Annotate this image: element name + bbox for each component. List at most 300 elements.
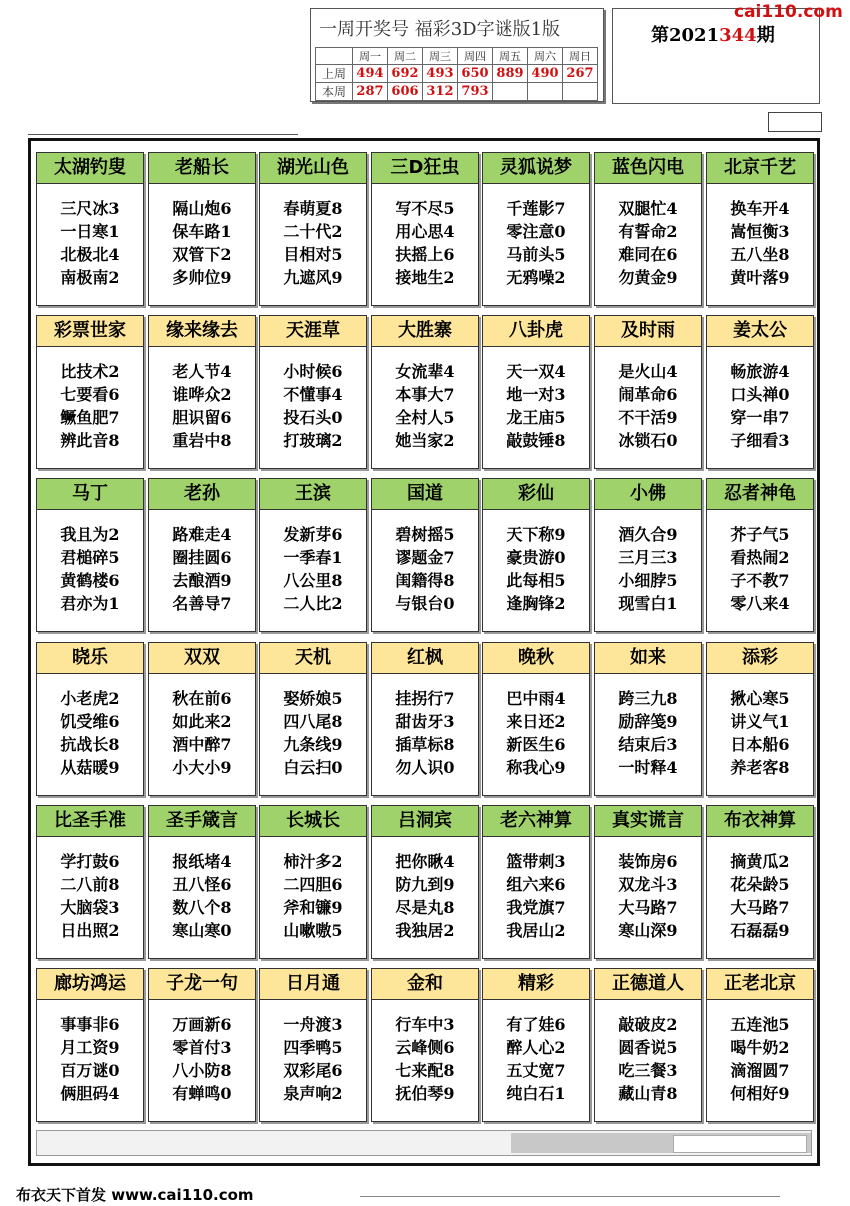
card-title: 日月通: [260, 969, 366, 1000]
riddle-card: [706, 968, 814, 1122]
riddle-card: [259, 968, 367, 1122]
day-header: 周一: [353, 48, 388, 65]
riddle-line: 小大小9: [172, 758, 232, 777]
riddle-line: 女流辈4: [395, 362, 455, 381]
riddle-line: 如此来2: [172, 712, 232, 731]
riddle-line: 敲鼓锤8: [506, 431, 566, 450]
card-title: 精彩: [483, 969, 589, 1000]
riddle-line: 喝牛奶2: [730, 1038, 790, 1057]
riddle-line: 二四胆6: [283, 875, 343, 894]
riddle-card: [259, 478, 367, 632]
riddle-line: 励辞笺9: [618, 712, 678, 731]
card-title: 老孙: [149, 479, 255, 510]
riddle-line: 一时释4: [618, 758, 678, 777]
card-title: 正德道人: [595, 969, 701, 1000]
riddle-line: 五连池5: [730, 1015, 790, 1034]
riddle-line: 吃三餐3: [618, 1061, 678, 1080]
riddle-line: 有了娃6: [506, 1015, 566, 1034]
riddle-line: 圈挂圆6: [172, 548, 232, 567]
card-body: [372, 184, 478, 289]
riddle-line: 尽是丸8: [395, 898, 455, 917]
riddle-line: 云峰侧6: [395, 1038, 455, 1057]
card-title: 廊坊鸿运: [37, 969, 143, 1000]
card-title: 比圣手准: [37, 806, 143, 837]
riddle-line: 地一对3: [506, 385, 566, 404]
card-title: 晚秋: [483, 643, 589, 674]
riddle-line: 结束后3: [618, 735, 678, 754]
riddle-line: 装饰房6: [618, 852, 678, 871]
riddle-card: [371, 642, 479, 796]
day-header: 周日: [563, 48, 598, 65]
card-title: 太湖钓叟: [37, 153, 143, 184]
card-title: 添彩: [707, 643, 813, 674]
day-header: 周三: [423, 48, 458, 65]
riddle-line: 口头禅0: [730, 385, 790, 404]
weekly-draw-table: [315, 47, 598, 101]
riddle-line: 泉声响2: [283, 1084, 343, 1103]
riddle-card: [706, 642, 814, 796]
card-title: 天机: [260, 643, 366, 674]
issue-number: [651, 21, 775, 47]
draw-value: 793: [458, 83, 493, 101]
card-body: [260, 1000, 366, 1105]
riddle-card: [259, 642, 367, 796]
riddle-line: 讲义气1: [730, 712, 790, 731]
card-title: 姜太公: [707, 316, 813, 347]
card-body: [37, 674, 143, 779]
riddle-line: 不懂事4: [283, 385, 343, 404]
card-title: 及时雨: [595, 316, 701, 347]
card-title: 王滨: [260, 479, 366, 510]
card-body: [149, 1000, 255, 1105]
riddle-line: 小老虎2: [60, 689, 120, 708]
riddle-card: [36, 805, 144, 959]
card-title: 真实谎言: [595, 806, 701, 837]
riddle-line: 现雪白1: [618, 594, 678, 613]
riddle-line: 天一双4: [506, 362, 566, 381]
card-body: [372, 1000, 478, 1105]
riddle-line: 敲破皮2: [618, 1015, 678, 1034]
day-header-row: [316, 48, 598, 65]
card-body: [707, 837, 813, 942]
riddle-card: [259, 805, 367, 959]
riddle-card: [259, 152, 367, 306]
card-body: [595, 674, 701, 779]
card-title: 小佛: [595, 479, 701, 510]
riddle-line: 俩胆码4: [60, 1084, 120, 1103]
riddle-line: 谁哗众2: [172, 385, 232, 404]
riddle-line: 七来配8: [395, 1061, 455, 1080]
riddle-line: 多帅位9: [172, 268, 232, 287]
decorative-box: [768, 112, 822, 132]
card-title: 北京千艺: [707, 153, 813, 184]
riddle-card: [36, 315, 144, 469]
site-logo: cai110.com: [734, 2, 843, 22]
draw-value: 312: [423, 83, 458, 101]
riddle-line: 斧和镰9: [283, 898, 343, 917]
riddle-line: 本事大7: [395, 385, 455, 404]
riddle-card: [371, 315, 479, 469]
bottom-bar: [36, 1130, 812, 1156]
riddle-line: 全村人5: [395, 408, 455, 427]
weekly-draw-panel: [310, 8, 604, 102]
riddle-line: 花朵龄5: [730, 875, 790, 894]
riddle-line: 投石头0: [283, 408, 343, 427]
card-title: 缘来缘去: [149, 316, 255, 347]
riddle-line: 君槌碎5: [60, 548, 120, 567]
card-title: 金和: [372, 969, 478, 1000]
riddle-card: [594, 642, 702, 796]
riddle-line: 三尺冰3: [60, 199, 120, 218]
riddle-card: [482, 805, 590, 959]
day-header: 周六: [528, 48, 563, 65]
riddle-line: 鳜鱼肥7: [60, 408, 120, 427]
card-body: [483, 184, 589, 289]
riddle-card: [148, 152, 256, 306]
riddle-line: 巴中雨4: [506, 689, 566, 708]
riddle-line: 八小防8: [172, 1061, 232, 1080]
riddle-line: 子不教7: [730, 571, 790, 590]
riddle-line: 称我心9: [506, 758, 566, 777]
riddle-line: 穿一串7: [730, 408, 790, 427]
riddle-line: 来日还2: [506, 712, 566, 731]
this-week-row: [316, 83, 598, 101]
riddle-line: 醉人心2: [506, 1038, 566, 1057]
card-body: [37, 1000, 143, 1105]
riddle-line: 看热闹2: [730, 548, 790, 567]
draw-value: 889: [493, 65, 528, 83]
riddle-line: 谬题金7: [395, 548, 455, 567]
riddle-line: 无鸦噪2: [506, 268, 566, 287]
riddle-line: 石磊磊9: [730, 921, 790, 940]
card-body: [707, 184, 813, 289]
card-body: [595, 347, 701, 452]
riddle-line: 从菇暖9: [60, 758, 120, 777]
riddle-line: 甜齿牙3: [395, 712, 455, 731]
riddle-line: 酒久合9: [618, 525, 678, 544]
draw-value: 692: [388, 65, 423, 83]
riddle-line: 我且为2: [60, 525, 120, 544]
card-body: [260, 510, 366, 615]
riddle-line: 寒山寒0: [172, 921, 232, 940]
card-title: 灵狐说梦: [483, 153, 589, 184]
riddle-line: 发新芽6: [283, 525, 343, 544]
riddle-line: 南极南2: [60, 268, 120, 287]
card-title: 双双: [149, 643, 255, 674]
riddle-line: 天下称9: [506, 525, 566, 544]
card-title: 彩仙: [483, 479, 589, 510]
card-title: 蓝色闪电: [595, 153, 701, 184]
riddle-line: 闹革命6: [618, 385, 678, 404]
riddle-line: 有蝉鸣0: [172, 1084, 232, 1103]
day-header: 周四: [458, 48, 493, 65]
card-body: [595, 184, 701, 289]
riddle-line: 春萌夏8: [283, 199, 343, 218]
riddle-line: 不干活9: [618, 408, 678, 427]
riddle-line: 四八尾8: [283, 712, 343, 731]
card-title: 国道: [372, 479, 478, 510]
riddle-line: 接地生2: [395, 268, 455, 287]
riddle-line: 芥子气5: [730, 525, 790, 544]
card-title: 老六神算: [483, 806, 589, 837]
riddle-line: 纯白石1: [506, 1084, 566, 1103]
riddle-line: 黄叶落9: [730, 268, 790, 287]
card-body: [372, 837, 478, 942]
riddle-line: 碧树摇5: [395, 525, 455, 544]
riddle-card: [706, 478, 814, 632]
card-title: 长城长: [260, 806, 366, 837]
riddle-line: 四季鸭5: [283, 1038, 343, 1057]
card-body: [707, 510, 813, 615]
riddle-line: 万画新6: [172, 1015, 232, 1034]
issue-number-value: 344: [719, 25, 757, 46]
riddle-line: 去酿酒9: [172, 571, 232, 590]
card-title: 子龙一句: [149, 969, 255, 1000]
card-title: 八卦虎: [483, 316, 589, 347]
riddle-line: 写不尽5: [395, 199, 455, 218]
card-body: [372, 510, 478, 615]
riddle-line: 大马路7: [730, 898, 790, 917]
riddle-line: 丑八怪6: [172, 875, 232, 894]
riddle-line: 娶娇娘5: [283, 689, 343, 708]
riddle-line: 子细看3: [730, 431, 790, 450]
card-body: [260, 347, 366, 452]
card-body: [260, 837, 366, 942]
riddle-card: [148, 642, 256, 796]
riddle-card: [371, 968, 479, 1122]
card-body: [483, 837, 589, 942]
riddle-line: 白云扫0: [283, 758, 343, 777]
card-title: 老船长: [149, 153, 255, 184]
card-body: [595, 837, 701, 942]
riddle-card: [148, 478, 256, 632]
riddle-line: 二人比2: [283, 594, 343, 613]
riddle-line: 跨三九8: [618, 689, 678, 708]
footer-text: 布衣天下首发 www.cai110.com: [16, 1186, 254, 1204]
riddle-line: 嵩恒衡3: [730, 222, 790, 241]
riddle-line: 把你瞅4: [395, 852, 455, 871]
riddle-line: 圆香说5: [618, 1038, 678, 1057]
riddle-card: [482, 478, 590, 632]
riddle-line: 龙王庙5: [506, 408, 566, 427]
card-body: [260, 674, 366, 779]
riddle-line: 秋在前6: [172, 689, 232, 708]
riddle-line: 饥受维6: [60, 712, 120, 731]
riddle-line: 扶摇上6: [395, 245, 455, 264]
draw-value: 493: [423, 65, 458, 83]
riddle-line: 报纸堵4: [172, 852, 232, 871]
riddle-line: 二十代2: [283, 222, 343, 241]
card-body: [149, 184, 255, 289]
riddle-line: 五丈宽7: [506, 1061, 566, 1080]
riddle-line: 重岩中8: [172, 431, 232, 450]
draw-value: [563, 83, 598, 101]
riddle-line: 零注意0: [506, 222, 566, 241]
riddle-line: 马前头5: [506, 245, 566, 264]
riddle-line: 篮带刺3: [506, 852, 566, 871]
day-header: 周五: [493, 48, 528, 65]
card-title: 布衣神算: [707, 806, 813, 837]
card-body: [707, 347, 813, 452]
bottom-bar-slot: [673, 1135, 807, 1153]
riddle-line: 一季春1: [283, 548, 343, 567]
riddle-card: [594, 478, 702, 632]
card-body: [37, 837, 143, 942]
riddle-line: 豪贵游0: [506, 548, 566, 567]
riddle-line: 一舟渡3: [283, 1015, 343, 1034]
riddle-line: 名善导7: [172, 594, 232, 613]
card-title: 晓乐: [37, 643, 143, 674]
riddle-line: 路难走4: [172, 525, 232, 544]
riddle-line: 有誓命2: [618, 222, 678, 241]
riddle-line: 勿黄金9: [618, 268, 678, 287]
riddle-card: [148, 805, 256, 959]
riddle-line: 双腿忙4: [618, 199, 678, 218]
card-body: [149, 837, 255, 942]
card-body: [149, 347, 255, 452]
corner-cell: [316, 48, 353, 65]
riddle-line: 月工资9: [60, 1038, 120, 1057]
riddle-card: [594, 968, 702, 1122]
riddle-line: 黄鹤楼6: [60, 571, 120, 590]
riddle-line: 小时候6: [283, 362, 343, 381]
riddle-line: 何相好9: [730, 1084, 790, 1103]
riddle-line: 胆识留6: [172, 408, 232, 427]
card-title: 如来: [595, 643, 701, 674]
riddle-line: 五八坐8: [730, 245, 790, 264]
card-title: 彩票世家: [37, 316, 143, 347]
riddle-line: 双龙斗3: [618, 875, 678, 894]
riddle-line: 君亦为1: [60, 594, 120, 613]
riddle-line: 行车中3: [395, 1015, 455, 1034]
riddle-card: [706, 315, 814, 469]
riddle-line: 挂拐行7: [395, 689, 455, 708]
riddle-card: [371, 478, 479, 632]
riddle-line: 比技术2: [60, 362, 120, 381]
riddle-line: 大马路7: [618, 898, 678, 917]
riddle-line: 养老客8: [730, 758, 790, 777]
riddle-card: [148, 315, 256, 469]
riddle-line: 防九到9: [395, 875, 455, 894]
card-title: 天涯草: [260, 316, 366, 347]
riddle-card: [594, 315, 702, 469]
riddle-line: 山嗽嗷5: [283, 921, 343, 940]
riddle-card: [482, 642, 590, 796]
card-title: 红枫: [372, 643, 478, 674]
riddle-line: 小细脖5: [618, 571, 678, 590]
day-header: 周二: [388, 48, 423, 65]
riddle-line: 双彩尾6: [283, 1061, 343, 1080]
riddle-line: 她当家2: [395, 431, 455, 450]
riddle-line: 八公里8: [283, 571, 343, 590]
card-body: [37, 347, 143, 452]
riddle-card: [371, 805, 479, 959]
riddle-line: 插草标8: [395, 735, 455, 754]
card-body: [483, 1000, 589, 1105]
riddle-line: 摘黄瓜2: [730, 852, 790, 871]
riddle-card: [706, 152, 814, 306]
riddle-line: 九条线9: [283, 735, 343, 754]
riddle-card: [706, 805, 814, 959]
riddle-line: 组六来6: [506, 875, 566, 894]
card-body: [149, 510, 255, 615]
riddle-card: [36, 478, 144, 632]
last-week-row: [316, 65, 598, 83]
card-body: [707, 674, 813, 779]
riddle-line: 事事非6: [60, 1015, 120, 1034]
riddle-line: 七要看6: [60, 385, 120, 404]
issue-panel: [612, 8, 820, 104]
card-body: [595, 510, 701, 615]
card-body: [37, 184, 143, 289]
riddle-line: 一日寒1: [60, 222, 120, 241]
riddle-line: 双管下2: [172, 245, 232, 264]
card-title: 圣手箴言: [149, 806, 255, 837]
riddle-line: 目相对5: [283, 245, 343, 264]
riddle-line: 隔山炮6: [172, 199, 232, 218]
card-title: 湖光山色: [260, 153, 366, 184]
riddle-line: 抚伯琴9: [395, 1084, 455, 1103]
card-body: [707, 1000, 813, 1105]
riddle-card: [148, 968, 256, 1122]
riddle-line: 柿汁多2: [283, 852, 343, 871]
riddle-card: [36, 152, 144, 306]
card-body: [372, 674, 478, 779]
riddle-line: 我党旗7: [506, 898, 566, 917]
riddle-line: 保车路1: [172, 222, 232, 241]
weekly-draw-title: 一周开奖号 福彩3D字谜版1版: [319, 19, 561, 40]
riddle-card: [594, 152, 702, 306]
card-body: [260, 184, 366, 289]
divider: [28, 134, 298, 135]
draw-value: 287: [353, 83, 388, 101]
riddle-line: 二八前8: [60, 875, 120, 894]
footer-rule: [360, 1196, 780, 1197]
riddle-card: [371, 152, 479, 306]
riddle-line: 三月三3: [618, 548, 678, 567]
riddle-card: [594, 805, 702, 959]
riddle-line: 我居山2: [506, 921, 566, 940]
card-title: 吕洞宾: [372, 806, 478, 837]
issue-suffix: 期: [756, 25, 775, 46]
riddle-card: [259, 315, 367, 469]
riddle-line: 零首付3: [172, 1038, 232, 1057]
riddle-card: [36, 968, 144, 1122]
card-body: [37, 510, 143, 615]
riddle-card: [482, 152, 590, 306]
card-body: [149, 674, 255, 779]
row-label: 本周: [316, 83, 353, 101]
card-title: 正老北京: [707, 969, 813, 1000]
riddle-line: 与银台0: [395, 594, 455, 613]
riddle-line: 藏山青8: [618, 1084, 678, 1103]
riddle-line: 百万谜0: [60, 1061, 120, 1080]
riddle-card: [482, 968, 590, 1122]
draw-value: 494: [353, 65, 388, 83]
riddle-card: [36, 642, 144, 796]
riddle-line: 学打鼓6: [60, 852, 120, 871]
riddle-line: 难同在6: [618, 245, 678, 264]
riddle-line: 新医生6: [506, 735, 566, 754]
card-title: 大胜寨: [372, 316, 478, 347]
riddle-line: 逢胸锋2: [506, 594, 566, 613]
riddle-line: 此每相5: [506, 571, 566, 590]
riddle-line: 酒中醉7: [172, 735, 232, 754]
riddle-line: 勿人识0: [395, 758, 455, 777]
riddle-line: 日出照2: [60, 921, 120, 940]
riddle-line: 数八个8: [172, 898, 232, 917]
riddle-line: 闺籍得8: [395, 571, 455, 590]
